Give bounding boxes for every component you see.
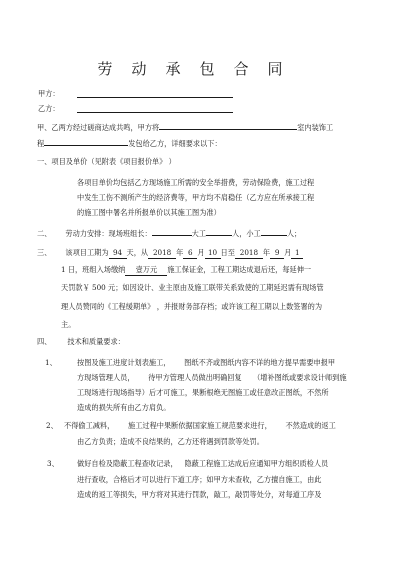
skilled-blank <box>206 235 232 236</box>
start-month: 6 <box>183 248 197 259</box>
leader-blank <box>152 235 192 236</box>
section-3-line-3: 天罚款￥ 500 元；如因设计、业主原由及施工联带关系致使的工期延迟需有现场管 <box>61 283 324 292</box>
item-3-text: 造成的返工等损失，甲方将对其进行罚款，敲工，敲罚等处分，对每道工序及 <box>77 490 322 499</box>
item-3-number: 3、 <box>47 459 59 468</box>
deposit-amount: 壹万元 <box>125 265 167 276</box>
item-2-text: 由乙方负责；造成不良结果的，乙方还将遇到罚款等处罚。 <box>77 437 264 446</box>
intro-text: 室内装饰工 <box>297 123 334 132</box>
section-3-text: 该项目工期为 <box>65 248 109 257</box>
start-day: 10 <box>205 248 221 259</box>
intro-text: 发包给乙方，详细要求以下： <box>128 139 222 148</box>
section-3-text: 天，从 <box>126 248 149 257</box>
section-4-text: 四、 技术和质量要求： <box>37 337 125 346</box>
section-3-line-2 <box>61 265 311 276</box>
end-year: 2018 <box>235 248 263 259</box>
intro-line-1 <box>37 123 333 133</box>
item-2-text: 不得偷工减料， 施工过程中果断依据国家施工规范要求进行， 不然造成的返工 <box>64 421 336 430</box>
start-year: 2018 <box>148 248 176 259</box>
end-month: 9 <box>270 248 284 259</box>
section-3-line-5: 主。 <box>61 320 76 329</box>
title-char: 承 <box>165 60 181 78</box>
party-b-blank <box>77 112 233 113</box>
item-1-text: 按图及施工进度计划表施工， 图纸不齐或图纸内容不详的地方提早需要申报甲 <box>77 358 336 367</box>
section-3-text: 施工保证金，工程工期达成退后还，每延伸一 <box>167 265 312 274</box>
end-day: 1 <box>291 248 303 259</box>
party-a-label: 甲方： <box>38 89 60 98</box>
section-3-text: 1 日，班组入场缴纳 <box>61 265 126 274</box>
item-1-number: 1、 <box>45 358 57 367</box>
project-blank <box>159 129 297 130</box>
party-b-row <box>38 104 60 114</box>
party-b-label: 乙方： <box>38 104 60 113</box>
section-3-text: 日至 <box>220 248 235 257</box>
section-3-text: 月 <box>284 248 292 257</box>
party-a-blank <box>77 97 233 98</box>
section-3-line-4: 理人员赞同的《工程缓期单》 ，并报财务部存档；或许该工程工期以上数签署的为 <box>61 302 323 311</box>
item-3-text: 进行查收，合格后才可以进行下道工序；如甲方未查收，乙方擅自施工，由此 <box>77 475 322 484</box>
item-1-text: 工现场进行现场指导）后才可施工，果断根绝无图施工或任意改正图纸，不然所 <box>77 388 329 397</box>
title-char: 合 <box>233 60 249 78</box>
helper-blank <box>261 235 287 236</box>
section-1-para: 各项目单价均包括乙方现场施工所需的安全举措费，劳动保险费，施工过程 <box>77 178 315 187</box>
section-4-title <box>37 337 125 347</box>
title-char: 动 <box>131 60 147 78</box>
section-3-text: 月 <box>197 248 205 257</box>
party-a-row <box>38 89 60 99</box>
section-3-text: 年 <box>176 248 184 257</box>
project-blank-2 <box>44 145 128 146</box>
section-1-para: 中发生工伤不测所产生的经济费等，甲方均不肩稳任（乙方应在所承接工程 <box>77 193 315 202</box>
title-char: 劳 <box>97 60 113 78</box>
section-2-line <box>37 229 301 239</box>
intro-text: 程 <box>37 139 45 148</box>
section-2-text: 大工 <box>191 229 207 238</box>
section-1-para: 的施工图中署名并所报单价以其施工图为准） <box>77 208 221 217</box>
item-2-number: 2、 <box>46 421 58 430</box>
section-num: 二、 <box>37 229 52 238</box>
item-1-text: 方现场管理人员， 待甲方管理人员做出明确回复 （增补图纸或要求设计师到施 <box>77 373 347 382</box>
section-2-text: 人； <box>286 229 302 238</box>
section-3-line-1 <box>37 248 303 259</box>
section-num: 三、 <box>37 248 52 257</box>
title-char: 包 <box>199 60 215 78</box>
days-value: 94 <box>109 248 127 259</box>
section-2-text: 人，小工 <box>232 229 261 238</box>
section-1-title: 一、项目及单价（见附表《项目报价单》 ） <box>37 157 176 166</box>
section-2-text: 劳动力安排：现场班组长： <box>65 229 152 238</box>
section-3-text: 年 <box>262 248 271 257</box>
intro-text: 甲、乙两方经过磋商达成共鸣，甲方将 <box>37 123 160 132</box>
contract-title <box>88 58 292 79</box>
item-3-text: 做好自检及隐蔽工程查收记录， 隐蔽工程施工达成后应通知甲方组织质检人员 <box>77 459 329 468</box>
title-char: 同 <box>267 60 283 78</box>
intro-line-2 <box>37 139 222 149</box>
item-1-text: 造成的损失所有由乙方肩负。 <box>77 403 171 412</box>
